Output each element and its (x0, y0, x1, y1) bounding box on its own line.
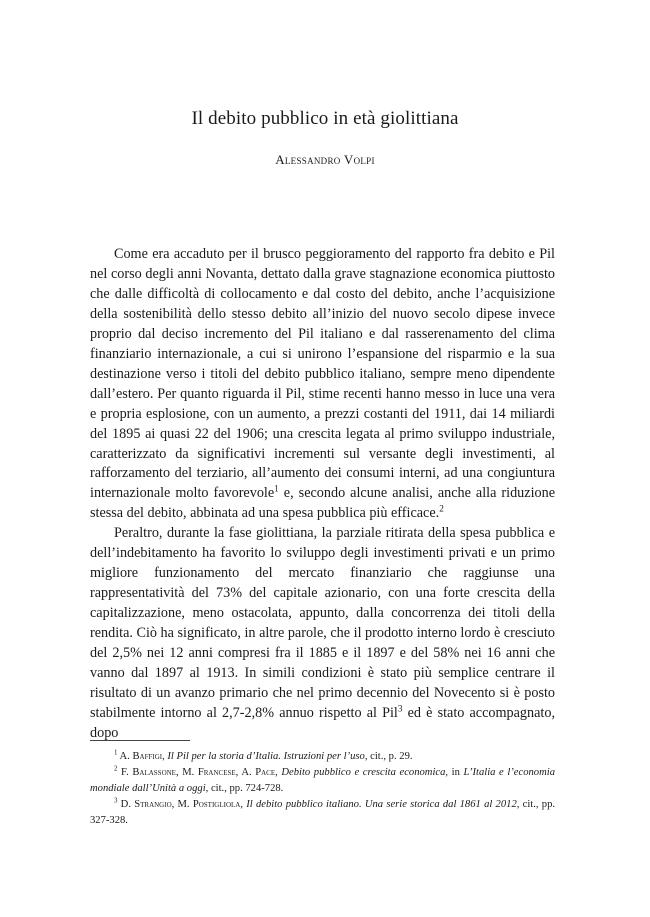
author-surname: Strangio (134, 799, 172, 810)
author-surname: Francese (197, 767, 236, 778)
work-title: Il debito pubblico italiano. Una serie storica dal 1861 al 2012 (246, 799, 517, 810)
text-run: , cit., p. 29. (364, 751, 413, 762)
work-title: Il Pil per la storia d’Italia. Istruzioni per l’uso (167, 751, 365, 762)
text-run: F. (117, 767, 133, 778)
text-run: ed è stato accompagnato, dopo (90, 704, 555, 741)
work-title: L’Italia e l’economia mondiale dall’Unità a oggi (90, 767, 555, 794)
footnote-marker: 3 (114, 797, 118, 805)
footnotes (90, 749, 555, 829)
footnote (90, 765, 555, 797)
text-run: , M. (171, 799, 193, 810)
text-run: , in (445, 767, 464, 778)
footnote-marker: 3 (397, 703, 403, 714)
footnote-marker: 2 (439, 503, 444, 514)
paragraph (90, 245, 555, 524)
footnote-separator (90, 740, 190, 741)
work-title: Debito pubblico e crescita economica (281, 767, 446, 778)
text-run: , cit., pp. 724-728. (205, 783, 284, 794)
footnote-marker: 2 (114, 765, 118, 773)
text-run: D. (117, 799, 135, 810)
author-surname: Postigliola (192, 799, 241, 810)
text-run: , (162, 751, 168, 762)
text-run: , cit., pp. 327-328. (90, 799, 556, 826)
text-run: Come era accaduto per il brusco peggioramento del rapporto fra debito e Pil nel corso degli anni Novanta, dettato dalla grave stagnazione economica piuttosto che dalle difficoltà di collocamento e dal costo del debito, anche l’acquisizione della sostenibilità dello stesso debito all’inizio del nuovo secolo dipese invece proprio dal deciso incremento del Pil italiano e dal rasserenamento del clima finanziario internazionale, a cui si unirono l’espansione del risparmio e la sua destinazione verso i titoli del debito pubblico italiano, sempre meno dipendente dall’estero. Per quanto riguarda il Pil, stime recenti hanno messo in luce una vera e propria esplosione, con un aumento, a prezzi costanti del 1911, dai 14 miliardi del 1895 ai quasi 22 del 1906; una crescita legata al primo sviluppo industriale, caratterizzato da significativi incrementi sul versante degli investimenti, al rafforzamento del terziario, all’aumento dei consumi interni, ad una congiuntura internazionale molto favorevole (90, 246, 555, 502)
text-run: Peraltro, durante la fase giolittiana, la parziale ritirata della spesa pubblica e dell’indebitamento ha favorito lo sviluppo degli investimenti privati e un primo migliore funzionamento del mercato finanziario che raggiunse una rappresentatività del 73% del capitale azionario, con una forte crescita della capitalizzazione, meno ostacolata, appunto, dalla concorrenza dei titoli della rendita. Ciò ha significato, in altre parole, che il prodotto interno lordo è cresciuto del 2,5% nei 12 anni compresi fra il 1885 e il 1897 e del 58% nei 16 anni che vanno dal 1897 al 1913. In simili condizioni è stato più semplice centrare il risultato di un avanzo primario che nel primo decennio del Novecento si è posto stabilmente intorno al 2,7-2,8% annuo rispetto al Pil (90, 525, 555, 721)
text-run: A. (117, 751, 133, 762)
author-surname: Baffigi (132, 751, 163, 762)
footnote-marker: 1 (114, 749, 118, 757)
chapter-author: Alessandro Volpi (275, 152, 375, 167)
author-surname: Balassone (132, 767, 176, 778)
text-run: , M. (175, 767, 198, 778)
chapter-title: Il debito pubblico in età giolittiana (191, 108, 459, 129)
text-run: , (275, 767, 282, 778)
footnote (90, 749, 555, 765)
text-run: e, secondo alcune analisi, anche alla riduzione stessa del debito, abbinata ad una spesa pubblica più efficace. (90, 485, 555, 522)
text-run: , A. (235, 767, 256, 778)
text-run: , (240, 799, 247, 810)
paragraph (90, 524, 555, 743)
footnote-marker: 1 (274, 483, 279, 494)
body-text (90, 245, 555, 744)
author-surname: Pace (255, 767, 276, 778)
footnote (90, 797, 555, 829)
